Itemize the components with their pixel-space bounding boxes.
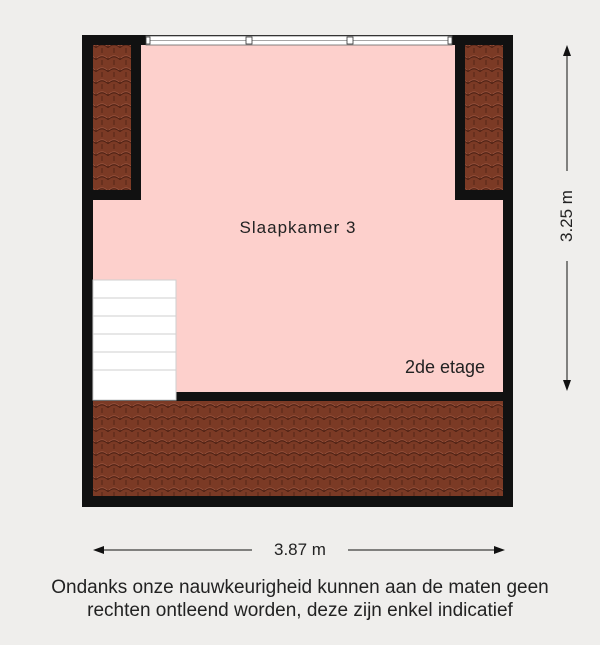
roof-tiles-right <box>465 45 503 190</box>
floor-label: 2de etage <box>404 357 486 377</box>
disclaimer <box>0 576 600 622</box>
window <box>146 36 452 45</box>
disclaimer-line-1: Ondanks onze nauwkeurigheid kunnen aan de maten geen <box>51 577 549 598</box>
roof-tiles-left <box>93 45 131 190</box>
disclaimer-line-2: rechten ontleend worden, deze zijn enkel indicatief <box>87 600 513 621</box>
depth-dimension-label: 3.25 m <box>555 171 579 261</box>
stairs <box>93 280 176 400</box>
width-dimension-label: 3.87 m <box>252 540 348 560</box>
room-label: Slaapkamer 3 <box>239 218 357 237</box>
roof-tiles-bottom <box>93 401 503 496</box>
